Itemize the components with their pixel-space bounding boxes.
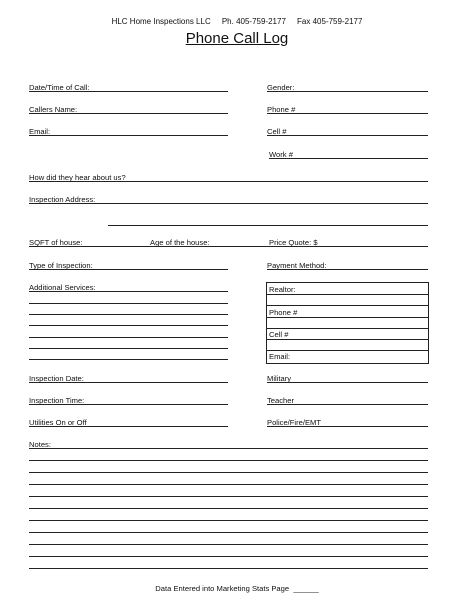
notes-line-9[interactable] <box>29 544 428 545</box>
email-field[interactable] <box>29 135 228 136</box>
additional-services-line-5[interactable] <box>29 337 228 338</box>
notes-line-6[interactable] <box>29 508 428 509</box>
additional-services-line-4[interactable] <box>29 325 228 326</box>
notes-label: Notes: <box>29 440 51 449</box>
how-heard-label: How did they hear about us? <box>29 173 126 182</box>
how-heard-field[interactable] <box>29 181 428 182</box>
notes-line-8[interactable] <box>29 532 428 533</box>
callers-name-label: Callers Name: <box>29 105 78 114</box>
inspection-time-field[interactable] <box>29 404 228 405</box>
inspection-address-field-2[interactable] <box>108 225 428 226</box>
marketing-stats-blank[interactable]: ______ <box>293 584 319 593</box>
additional-services-line-6[interactable] <box>29 348 228 349</box>
gender-label: Gender: <box>267 83 295 92</box>
callers-name-field[interactable] <box>29 113 228 114</box>
military-field[interactable] <box>267 382 428 383</box>
realtor-row-divider <box>267 328 428 329</box>
realtor-box <box>266 282 429 364</box>
company-fax: Fax 405-759-2177 <box>297 17 363 26</box>
utilities-field[interactable] <box>29 426 228 427</box>
additional-services-label: Additional Services: <box>29 283 96 292</box>
realtor-row-divider <box>267 350 428 351</box>
notes-line-2[interactable] <box>29 460 428 461</box>
notes-line-11[interactable] <box>29 568 428 569</box>
utilities-label: Utilities On or Off <box>29 418 87 427</box>
notes-line-7[interactable] <box>29 520 428 521</box>
company-name: HLC Home Inspections LLC <box>111 17 211 26</box>
date-time-label: Date/Time of Call: <box>29 83 90 92</box>
payment-method-field[interactable] <box>267 269 428 270</box>
additional-services-line-3[interactable] <box>29 314 228 315</box>
gender-field[interactable] <box>267 91 428 92</box>
phone-field[interactable] <box>267 113 428 114</box>
realtor-field[interactable] <box>267 294 428 295</box>
inspection-address-field[interactable] <box>29 203 428 204</box>
inspection-date-field[interactable] <box>29 382 228 383</box>
realtor-phone-field[interactable] <box>267 317 428 318</box>
footer-line <box>0 584 474 593</box>
phone-label: Phone # <box>267 105 296 114</box>
price-quote-label: Price Quote: $ <box>269 238 318 247</box>
age-label: Age of the house: <box>150 238 210 247</box>
military-label: Military <box>267 374 292 383</box>
realtor-cell-label: Cell # <box>269 330 289 339</box>
realtor-row-divider <box>267 305 428 306</box>
notes-line-3[interactable] <box>29 472 428 473</box>
cell-label: Cell # <box>267 127 287 136</box>
police-fire-emt-field[interactable] <box>267 426 428 427</box>
inspection-address-label: Inspection Address: <box>29 195 96 204</box>
work-label: Work # <box>269 150 293 159</box>
notes-line-10[interactable] <box>29 556 428 557</box>
police-fire-emt-label: Police/Fire/EMT <box>267 418 322 427</box>
type-of-inspection-label: Type of Inspection: <box>29 261 93 270</box>
payment-method-label: Payment Method: <box>267 261 327 270</box>
cell-field[interactable] <box>267 135 428 136</box>
realtor-email-label: Email: <box>269 352 291 361</box>
additional-services-line-1[interactable] <box>29 291 228 292</box>
sqft-age-price-field[interactable] <box>29 246 428 247</box>
notes-line-5[interactable] <box>29 496 428 497</box>
teacher-label: Teacher <box>267 396 295 405</box>
inspection-time-label: Inspection Time: <box>29 396 85 405</box>
realtor-phone-label: Phone # <box>269 308 298 317</box>
additional-services-line-7[interactable] <box>29 359 228 360</box>
header-line <box>0 17 474 26</box>
page-title: Phone Call Log <box>185 30 289 47</box>
inspection-date-label: Inspection Date: <box>29 374 84 383</box>
company-phone: Ph. 405-759-2177 <box>221 17 286 26</box>
realtor-cell-field[interactable] <box>267 339 428 340</box>
type-of-inspection-field[interactable] <box>29 269 228 270</box>
sqft-label: SQFT of house: <box>29 238 83 247</box>
marketing-stats-label: Data Entered into Marketing Stats Page <box>155 584 290 593</box>
realtor-label: Realtor: <box>269 285 296 294</box>
email-label: Email: <box>29 127 51 136</box>
notes-line-4[interactable] <box>29 484 428 485</box>
date-time-field[interactable] <box>29 91 228 92</box>
notes-line-1[interactable] <box>29 448 428 449</box>
teacher-field[interactable] <box>267 404 428 405</box>
work-field[interactable] <box>269 158 428 159</box>
additional-services-line-2[interactable] <box>29 303 228 304</box>
